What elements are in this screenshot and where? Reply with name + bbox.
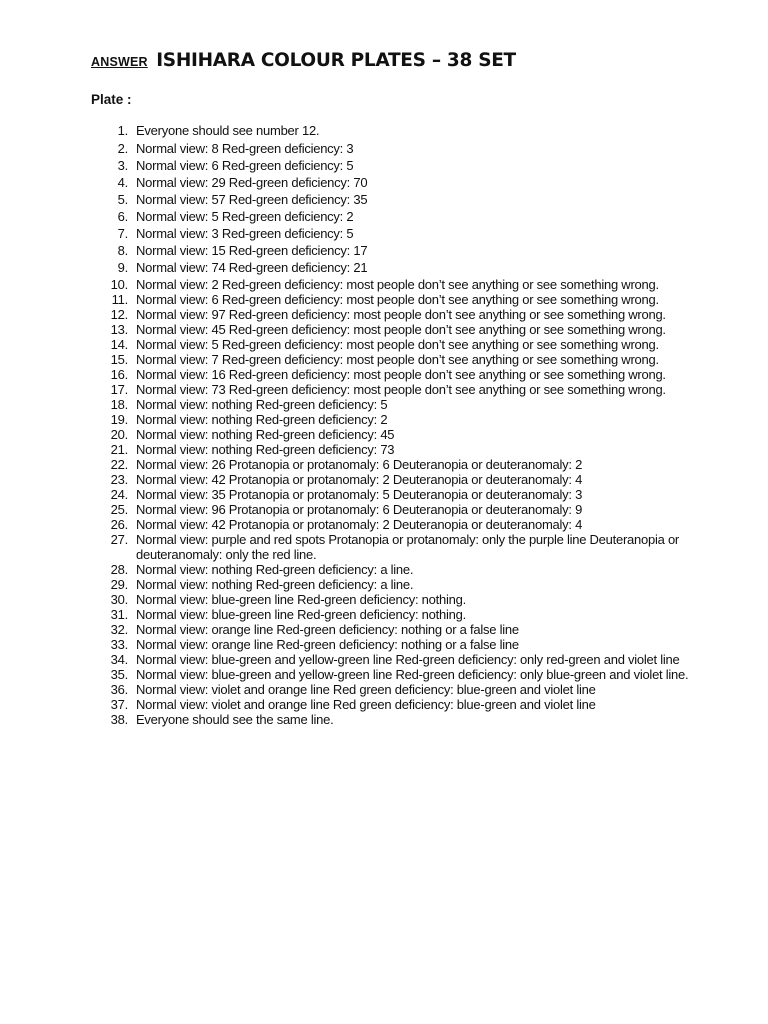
item-number: 12. [110,307,128,322]
list-item [106,158,726,173]
list-item [106,307,726,322]
list-item [106,277,726,292]
item-text: Normal view: 97 Red-green deficiency: most people don’t see anything or see something wrong. [136,307,666,322]
list-item [106,682,726,697]
item-text: Normal view: 74 Red-green deficiency: 21 [136,260,368,275]
list-item [106,697,726,712]
item-text: Normal view: violet and orange line Red green deficiency: blue-green and violet line [136,682,596,697]
item-text: Normal view: orange line Red-green deficiency: nothing or a false line [136,622,519,637]
list-item [106,322,726,337]
item-text: Normal view: 15 Red-green deficiency: 17 [136,243,368,258]
item-text: Normal view: nothing Red-green deficiency: 45 [136,427,395,442]
item-number: 32. [110,622,128,637]
item-number: 13. [110,322,128,337]
list-item [106,577,726,592]
item-text: Normal view: blue-green and yellow-green line Red-green deficiency: only blue-green and violet line. [136,667,689,682]
list-item [106,442,726,457]
item-text: Normal view: 57 Red-green deficiency: 35 [136,192,368,207]
item-number: 31. [110,607,128,622]
item-number: 28. [110,562,128,577]
item-number: 4. [117,175,128,190]
item-number: 2. [117,141,128,156]
list-item [106,712,726,727]
item-text: Normal view: blue-green line Red-green deficiency: nothing. [136,592,466,607]
item-text: Normal view: nothing Red-green deficiency: 73 [136,442,395,457]
item-number: 3. [117,158,128,173]
plate-label: Plate : [91,92,132,107]
item-text: Normal view: 26 Protanopia or protanomaly: 6 Deuteranopia or deuteranomaly: 2 [136,457,583,472]
list-item [106,260,726,275]
item-text: Normal view: 5 Red-green deficiency: most people don’t see anything or see something wrong. [136,337,659,352]
item-text: Normal view: 16 Red-green deficiency: most people don’t see anything or see something wrong. [136,367,666,382]
list-item [106,652,726,667]
item-text: Everyone should see number 12. [136,123,320,138]
list-item [106,292,726,307]
list-item [106,209,726,224]
list-item [106,337,726,352]
item-number: 38. [110,712,128,727]
list-item [106,367,726,382]
item-number: 14. [110,337,128,352]
item-number: 35. [110,667,128,682]
item-number: 27. [110,532,128,547]
item-number: 11. [111,292,128,307]
list-item [106,427,726,442]
list-item [106,226,726,241]
item-text: Normal view: 2 Red-green deficiency: most people don’t see anything or see something wrong. [136,277,659,292]
item-number: 21. [110,442,128,457]
item-text: Normal view: orange line Red-green deficiency: nothing or a false line [136,637,519,652]
item-text: Normal view: violet and orange line Red green deficiency: blue-green and violet line [136,697,596,712]
item-number: 34. [110,652,128,667]
item-text: Normal view: nothing Red-green deficiency: a line. [136,577,414,592]
item-text: Normal view: nothing Red-green deficiency: 5 [136,397,388,412]
item-text: Normal view: 96 Protanopia or protanomaly: 6 Deuteranopia or deuteranomaly: 9 [136,502,583,517]
item-text: Normal view: 29 Red-green deficiency: 70 [136,175,368,190]
item-text: Normal view: 35 Protanopia or protanomaly: 5 Deuteranopia or deuteranomaly: 3 [136,487,583,502]
list-item [106,352,726,367]
list-item [106,412,726,427]
list-item [106,517,726,532]
list-item [106,487,726,502]
item-number: 23. [110,472,128,487]
list-item [106,592,726,607]
item-text: Normal view: 6 Red-green deficiency: most people don’t see anything or see something wrong. [136,292,659,307]
item-text: Normal view: 42 Protanopia or protanomaly: 2 Deuteranopia or deuteranomaly: 4 [136,472,583,487]
item-number: 1. [117,123,128,138]
item-text: Normal view: 5 Red-green deficiency: 2 [136,209,354,224]
item-text: Normal view: nothing Red-green deficiency: 2 [136,412,388,427]
item-text: Normal view: purple and red spots Protanopia or protanomaly: only the purple line Deuteranopia or deuteranomaly: only the red line. [136,532,680,562]
list-item [106,562,726,577]
list-item [106,667,726,682]
list-item [106,123,726,138]
item-number: 29. [110,577,128,592]
item-text: Everyone should see the same line. [136,712,334,727]
item-text: Normal view: 45 Red-green deficiency: most people don’t see anything or see something wrong. [136,322,666,337]
list-item [106,175,726,190]
item-number: 26. [110,517,128,532]
document-heading [91,50,516,71]
list-item [106,532,726,562]
item-text: Normal view: 8 Red-green deficiency: 3 [136,141,354,156]
page-title: ISHIHARA COLOUR PLATES – 38 SET [156,50,516,71]
item-number: 22. [110,457,128,472]
item-text: Normal view: blue-green and yellow-green line Red-green deficiency: only red-green and violet line [136,652,680,667]
item-number: 17. [110,382,128,397]
item-number: 20. [110,427,128,442]
list-item [106,502,726,517]
item-number: 15. [110,352,128,367]
item-number: 30. [110,592,128,607]
item-text: Normal view: 6 Red-green deficiency: 5 [136,158,354,173]
item-number: 7. [117,226,128,241]
list-item [106,457,726,472]
item-number: 33. [110,637,128,652]
list-item [106,397,726,412]
item-text: Normal view: 7 Red-green deficiency: most people don’t see anything or see something wrong. [136,352,659,367]
answer-list [106,123,726,727]
item-number: 36. [110,682,128,697]
item-text: Normal view: blue-green line Red-green deficiency: nothing. [136,607,466,622]
list-item [106,607,726,622]
item-number: 25. [110,502,128,517]
item-number: 9. [117,260,128,275]
list-item [106,637,726,652]
item-number: 19. [110,412,128,427]
item-text: Normal view: 42 Protanopia or protanomaly: 2 Deuteranopia or deuteranomaly: 4 [136,517,583,532]
item-number: 10. [110,277,128,292]
item-number: 6. [117,209,128,224]
item-text: Normal view: nothing Red-green deficiency: a line. [136,562,414,577]
list-item [106,472,726,487]
list-item [106,382,726,397]
item-number: 16. [110,367,128,382]
item-number: 37. [110,697,128,712]
item-number: 5. [117,192,128,207]
item-number: 24. [110,487,128,502]
answer-label: ANSWER [91,55,148,69]
item-number: 8. [117,243,128,258]
item-number: 18. [110,397,128,412]
list-item [106,243,726,258]
list-item [106,622,726,637]
item-text: Normal view: 3 Red-green deficiency: 5 [136,226,354,241]
item-text: Normal view: 73 Red-green deficiency: most people don’t see anything or see something wrong. [136,382,666,397]
list-item [106,141,726,156]
list-item [106,192,726,207]
